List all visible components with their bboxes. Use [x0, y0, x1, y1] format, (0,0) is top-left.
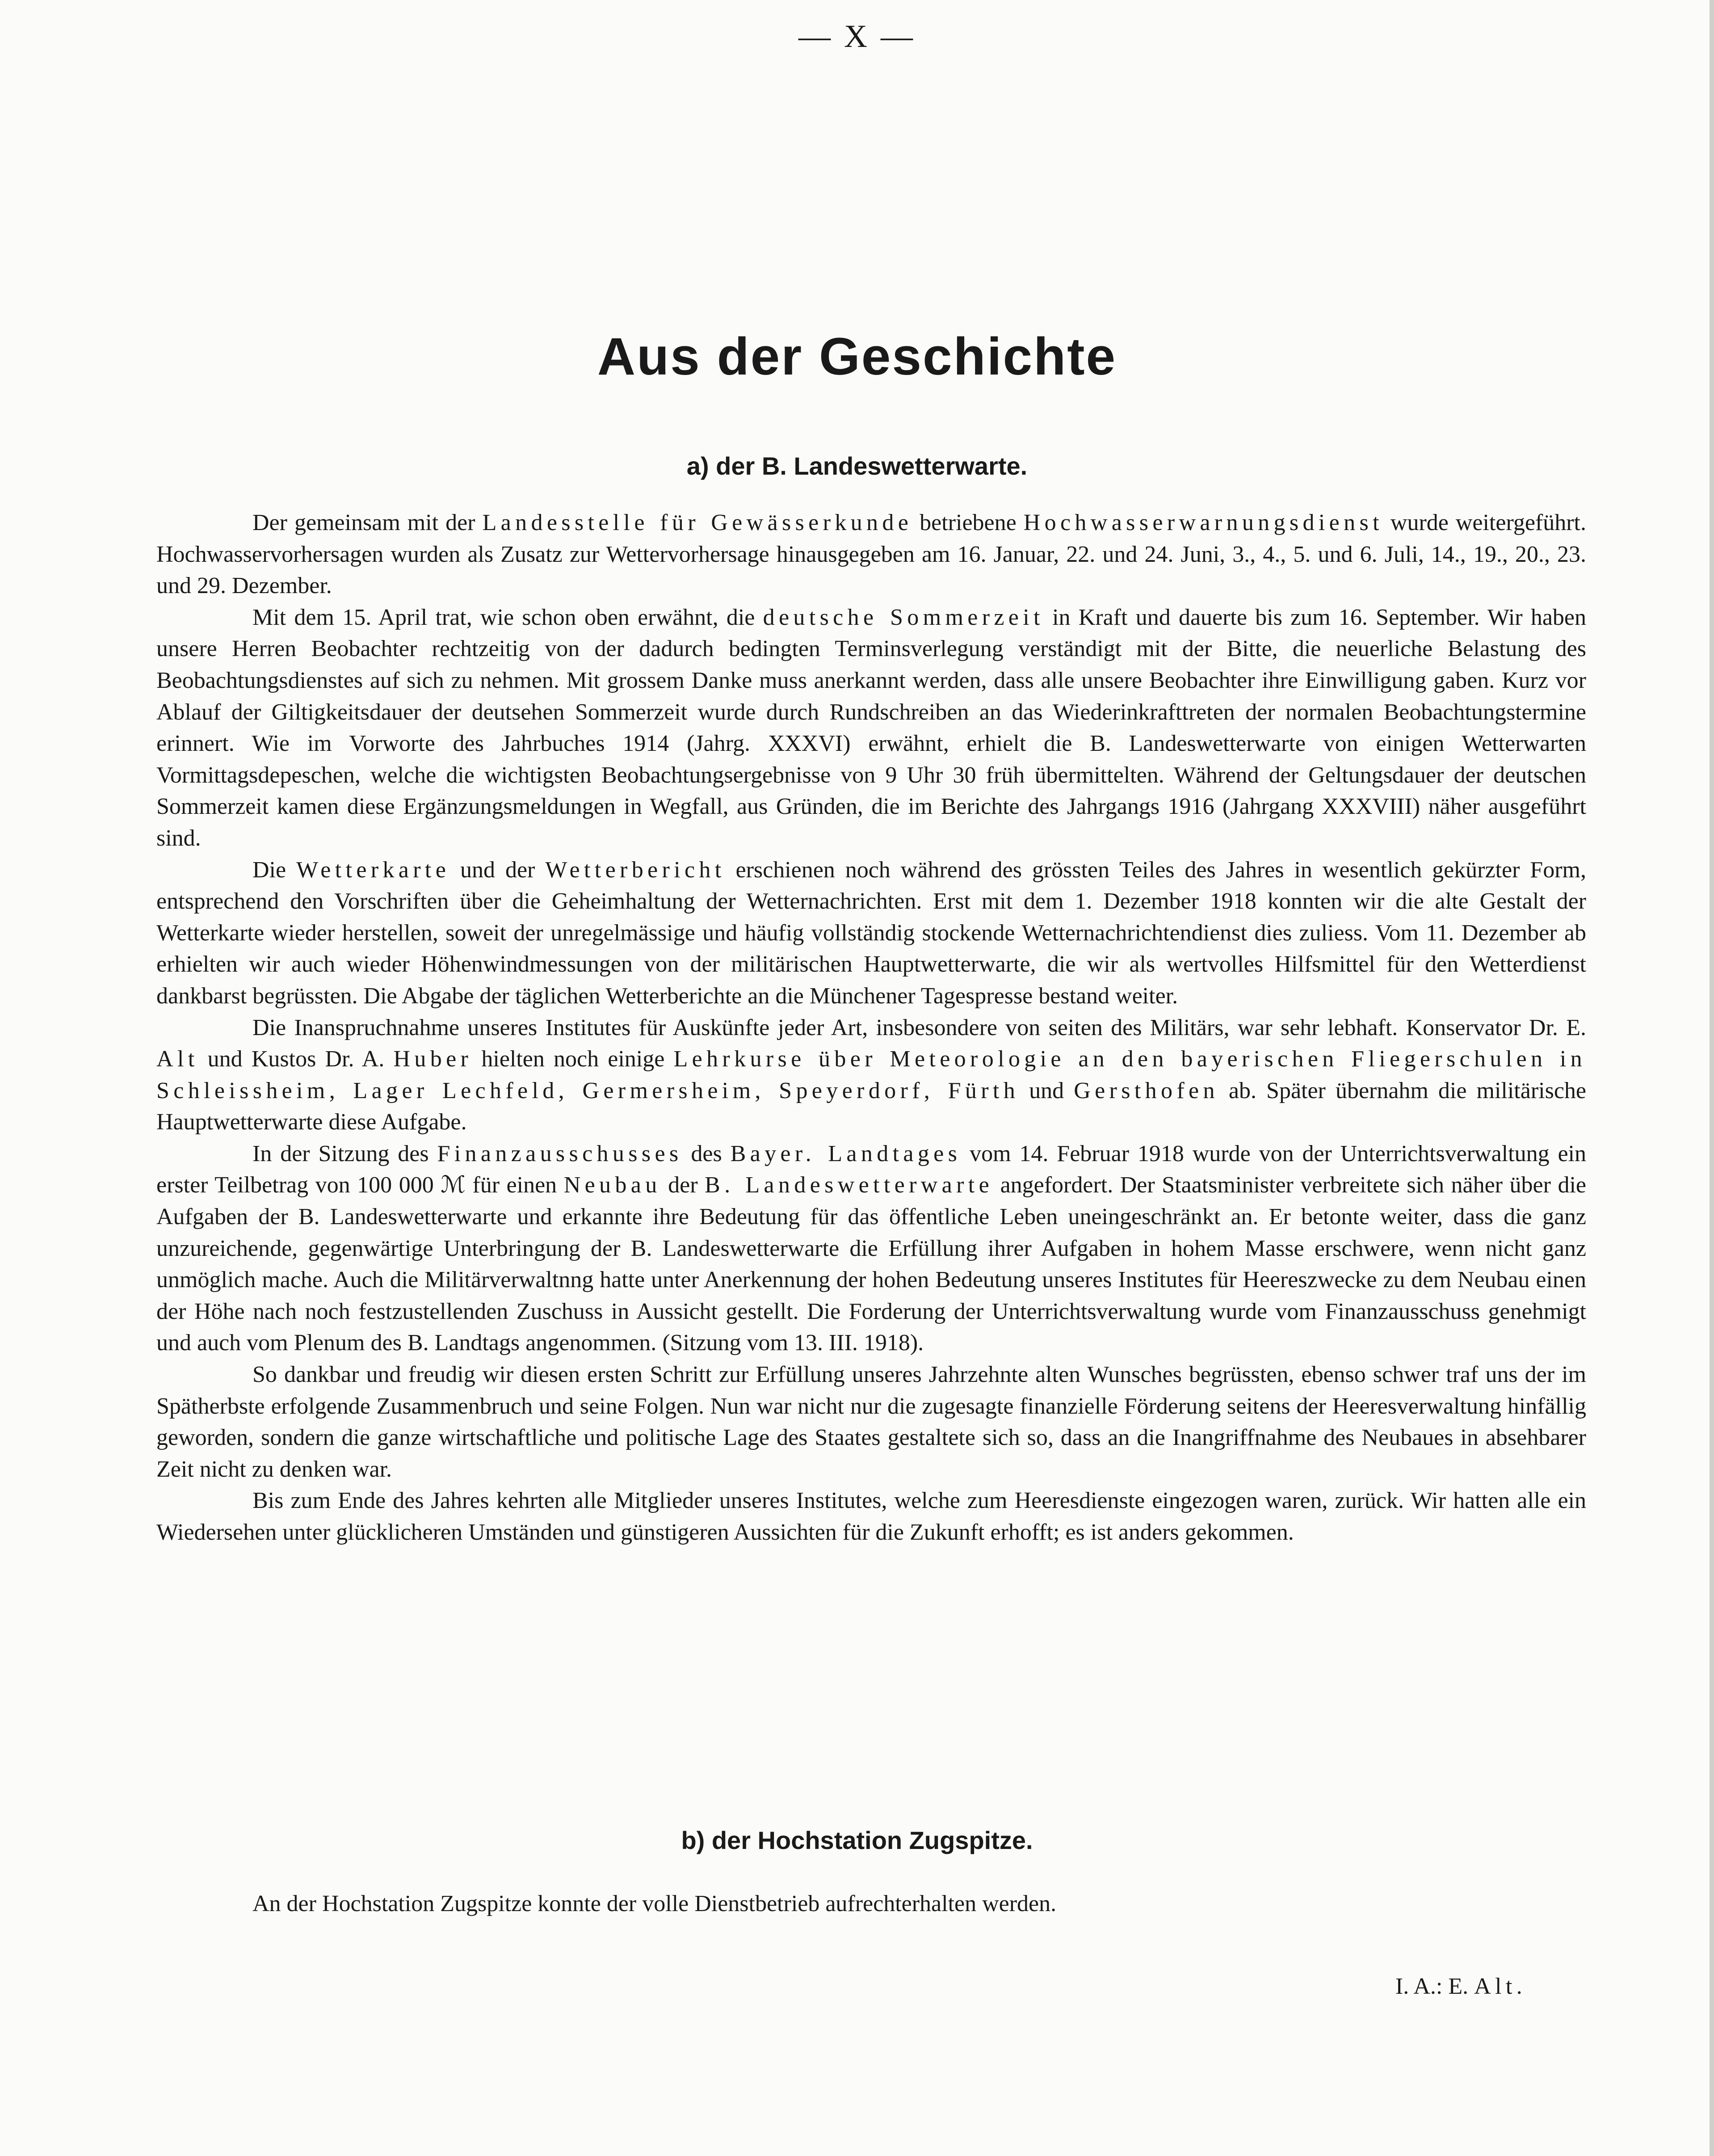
scan-edge — [1710, 0, 1714, 2156]
paragraph-wetterkarte — [156, 855, 1586, 1012]
page-title: Aus der Geschichte — [597, 327, 1117, 386]
text-run: hielten noch einige — [472, 1046, 674, 1072]
text-run: der — [661, 1172, 705, 1198]
spaced-text-run: Lehrkurse über Meteorologie an den bayerischen Fliegerschulen in Schleissheim, Lager Lechfeld, Germersheim, Speyerdorf, Fürth — [156, 1046, 1586, 1103]
spaced-text-run: Landesstelle für Gewässerkunde — [482, 510, 913, 535]
text-run: Der gemeinsam mit der — [252, 510, 483, 535]
text-run: vom 14. Februar 1918 wurde von der Unterrichtsverwaltung ein erster Teilbetrag von 100 000 ℳ für einen — [156, 1141, 1586, 1198]
text-run: betriebene — [912, 510, 1024, 535]
text-run: Mit dem 15. April trat, wie schon oben erwähnt, die — [252, 604, 763, 630]
text-run: und — [1019, 1078, 1074, 1103]
paragraph-finanzausschuss — [156, 1138, 1586, 1359]
paragraph-zusammenbruch: So dankbar und freudig wir diesen ersten Schritt zur Erfüllung unseres Jahrzehnte alten Wunsches begrüssten, ebenso schwer traf uns der im Spätherbste erfolgende Zusammenbruch und seine Folgen. Nun war nicht nur die zugesagte finanzielle Förderung seitens der Heeresverwaltung hinfällig geworden, sondern die ganze wirtschaftliche und politische Lage des Staates gestaltete sich so, dass an die Inangriffnahme des Neubaues in absehbarer Zeit nicht zu denken war. — [156, 1362, 1586, 1482]
section-body-landeswetterwarte — [156, 507, 1586, 1549]
section-heading-landeswetterwarte: a) der B. Landeswetterwarte. — [686, 452, 1028, 480]
text-run: Die — [252, 857, 296, 883]
spaced-text-run: Neubau — [563, 1172, 661, 1198]
paragraph-inanspruchnahme — [156, 1012, 1586, 1138]
spaced-text-run: Finanzausschusses — [437, 1141, 683, 1166]
spaced-text-run: B. Landeswetterwarte — [705, 1172, 994, 1198]
text-run: ab. Später übernahm die militärische Hauptwetterwarte diese Aufgabe. — [156, 1078, 1586, 1135]
text-run: angefordert. Der Staatsminister verbreitete sich näher über die Aufgaben der B. Landeswetterwarte und erkannte ihre Bedeutung für das öffentliche Leben uneingeschränkt an. Er betonte weiter, dass die ganz unzureichende, gegenwärtige Unterbringung der B. Landeswetterwarte die Erfüllung ihrer Aufgaben in hohem Masse erschwere, wenn nicht ganz unmöglich mache. Auch die Militärverwaltnng hatte unter Anerkennung der hohen Bedeutung unseres Institutes für Heereszwecke zu dem Neubau einen der Höhe nach noch festzustellenden Zuschuss in Aussicht gestellt. Die Forderung der Unterrichtsverwaltung wurde vom Finanzausschuss genehmigt und auch vom Plenum des B. Landtags angenommen. (Sitzung vom 13. III. 1918). — [156, 1172, 1586, 1356]
text-run: in Kraft und dauerte bis zum 16. September. Wir haben unsere Herren Beobachter rechtzeitig von der dadurch bedingten Terminsverlegung verständigt mit der Bitte, die neuerliche Belastung des Beobachtungsdienstes auf sich zu nehmen. Mit grossem Danke muss anerkannt werden, dass alle unsere Beobachter ihre Einwilligung gaben. Kurz vor Ablauf der Giltigkeitsdauer der deutsehen Sommerzeit wurde durch Rundschreiben an das Wiederinkrafttreten der normalen Beobachtungstermine erinnert. Wie im Vorworte des Jahrbuches 1914 (Jahrg. XXXVI) erwähnt, erhielt die B. Landeswetterwarte von einigen Wetterwarten Vormittagsdepeschen, welche die wichtigsten Beobachtungsergebnisse von 9 Uhr 30 früh übermittelten. Während der Geltungsdauer der deutschen Sommerzeit kamen diese Ergänzungsmeldungen in Wegfall, aus Gründen, die im Berichte des Jahrgangs 1916 (Jahrgang XXXVIII) näher ausgeführt sind. — [156, 604, 1587, 851]
text-run: erschienen noch während des grössten Teiles des Jahres in wesentlich gekürzter Form, entsprechend den Vorschriften über die Geheimhaltung der Wetternachrichten. Erst mit dem 1. Dezember 1918 konnten wir die alte Gestalt der Wetterkarte wieder herstellen, soweit der unregelmässige und häufig vollständig stockende Wetternachrichtendienst dies zuliess. Vom 11. Dezember ab erhielten wir auch wieder Höhenwindmessungen von der militärischen Hauptwetterwarte, die wir als wertvolles Hilfsmittel für den Wetterdienst dankbarst begrüssten. Die Abgabe der täglichen Wetterberichte an die Münchener Tagespresse bestand weiter. — [156, 857, 1586, 1009]
text-run: und Kustos Dr. A. — [198, 1046, 394, 1072]
spaced-text-run: Bayer. Landtages — [730, 1141, 962, 1166]
spaced-text-run: Gersthofen — [1074, 1078, 1219, 1103]
text-run: und der — [450, 857, 546, 883]
spaced-text-run: deutsche Sommerzeit — [763, 604, 1044, 630]
paragraph-hochwasserwarnungsdienst — [156, 507, 1586, 602]
signature — [1395, 1973, 1526, 2000]
signature-name: Alt. — [1474, 1974, 1526, 1999]
page-number: — X — — [798, 18, 916, 54]
section-heading-zugspitze: b) der Hochstation Zugspitze. — [681, 1826, 1033, 1854]
spaced-text-run: Hochwasserwarnungsdienst — [1023, 510, 1383, 535]
paragraph-sommerzeit — [156, 602, 1586, 855]
spaced-text-run: Alt — [156, 1046, 199, 1072]
text-run: In der Sitzung des — [252, 1141, 437, 1166]
section-body-zugspitze — [156, 1888, 1586, 1920]
spaced-text-run: Wetterbericht — [545, 857, 726, 883]
paragraph-mitglieder: Bis zum Ende des Jahres kehrten alle Mitglieder unseres Institutes, welche zum Heeresdienste eingezogen waren, zurück. Wir hatten alle ein Wiedersehen unter glücklicheren Umständen und günstigeren Aussichten für die Zukunft erhofft; es ist anders gekommen. — [156, 1488, 1586, 1545]
signature-prefix: I. A.: E. — [1395, 1974, 1475, 1999]
spaced-text-run: Wetterkarte — [296, 857, 450, 883]
spaced-text-run: Huber — [393, 1046, 473, 1072]
paragraph-dienstbetrieb: An der Hochstation Zugspitze konnte der volle Dienstbetrieb aufrechterhalten werden. — [252, 1891, 1057, 1916]
text-run: des — [682, 1141, 731, 1166]
text-run: wurde weitergeführt. Hochwasservorhersagen wurden als Zusatz zur Wettervorhersage hinausgegeben am 16. Januar, 22. und 24. Juni, 3., 4., 5. und 6. Juli, 14., 19., 20., 23. und 29. Dezember. — [156, 510, 1586, 599]
text-run: Die Inanspruchnahme unseres Institutes für Auskünfte jeder Art, insbesondere von seiten des Militärs, war sehr lebhaft. Konservator Dr. E. — [252, 1015, 1586, 1040]
